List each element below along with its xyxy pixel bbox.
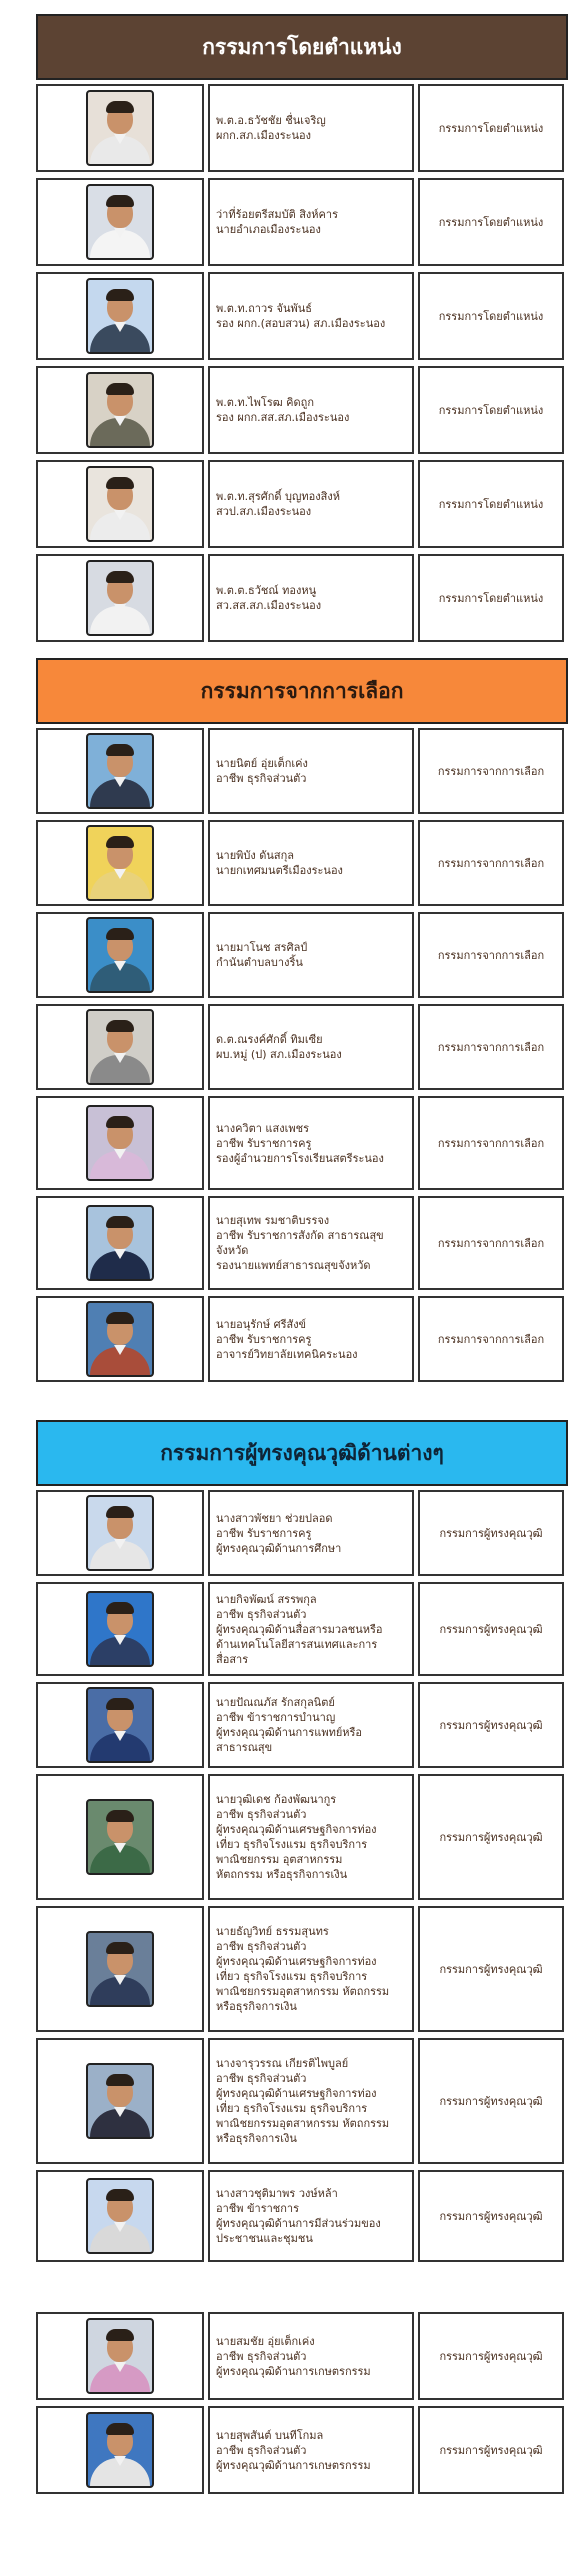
member-detail: เที่ยว ธุรกิจโรงแรม ธุรกิจบริการ xyxy=(216,2102,368,2115)
photo-cell xyxy=(36,2038,204,2164)
photo-cell xyxy=(36,1004,204,1090)
member-info xyxy=(208,1490,414,1576)
member-detail: นายอำเภอเมืองระนอง xyxy=(216,223,321,236)
member-name: นายนิตย์ อุ่ยเต็กเค่ง xyxy=(216,757,308,770)
member-photo xyxy=(86,1931,154,2007)
member-info xyxy=(208,2312,414,2400)
member-detail: สว.สส.สภ.เมืองระนอง xyxy=(216,599,322,612)
member-photo xyxy=(86,466,154,542)
member-detail: ผู้ทรงคุณวุฒิด้านเศรษฐกิจการท่อง xyxy=(216,2087,377,2100)
member-row xyxy=(36,1774,568,1900)
member-name: พ.ต.ท.สุรศักดิ์ บุญทองสิงห์ xyxy=(216,490,340,503)
member-detail: ประชาชนและชุมชน xyxy=(216,2232,313,2245)
member-row xyxy=(36,1196,568,1290)
member-name: นางควิตา แสงเพชร xyxy=(216,1121,309,1135)
member-row xyxy=(36,1906,568,2032)
member-photo xyxy=(86,1799,154,1875)
photo-cell xyxy=(36,2406,204,2494)
member-name: นายสุเทพ รมชาติบรรจง xyxy=(216,1214,330,1227)
member-info xyxy=(208,912,414,998)
member-name: พ.ต.ต.ธวัชณ์ ทองหนู xyxy=(216,584,317,597)
member-role: กรรมการโดยตำแหน่ง xyxy=(418,554,564,642)
member-detail: รองนายแพทย์สาธารณสุขจังหวัด xyxy=(216,1259,371,1272)
member-role: กรรมการผู้ทรงคุณวุฒิ xyxy=(418,1774,564,1900)
section-experts xyxy=(36,1420,568,2540)
photo-cell xyxy=(36,554,204,642)
member-detail: พาณิชยกรรมอุตสาหกรรม หัตถกรรม xyxy=(216,2117,390,2130)
member-detail: ผู้ทรงคุณวุฒิด้านการเกษตรกรรม xyxy=(216,2458,371,2472)
member-detail: เที่ยว ธุรกิจโรงแรม ธุรกิจบริการ xyxy=(216,1970,368,1983)
member-detail: หัตถกรรม หรือธุรกิจการเงิน xyxy=(216,1868,348,1881)
member-photo xyxy=(86,2063,154,2139)
member-info xyxy=(208,1774,414,1900)
member-detail: อาชีพ ธุรกิจส่วนตัว xyxy=(216,1940,307,1953)
member-detail: อาชีพ ธุรกิจส่วนตัว xyxy=(216,1808,307,1821)
member-row xyxy=(36,84,568,172)
member-info xyxy=(208,2038,414,2164)
section-title: กรรมการจากการเลือก xyxy=(36,658,568,724)
photo-cell xyxy=(36,1582,204,1676)
member-role: กรรมการผู้ทรงคุณวุฒิ xyxy=(418,1582,564,1676)
member-name: นายสุพสันต์ บนทีโกมล xyxy=(216,2428,324,2442)
photo-cell xyxy=(36,820,204,906)
member-photo xyxy=(86,1591,154,1667)
member-role: กรรมการโดยตำแหน่ง xyxy=(418,366,564,454)
member-name: นางสาวพัชยา ช่วยปลอด xyxy=(216,1511,333,1525)
member-info xyxy=(208,460,414,548)
member-detail: ผู้ทรงคุณวุฒิด้านการศึกษา xyxy=(216,1541,342,1555)
member-info xyxy=(208,1096,414,1190)
member-photo xyxy=(86,733,154,809)
member-detail: ด้านเทคโนโลยีสารสนเทศและการ xyxy=(216,1637,378,1651)
photo-cell xyxy=(36,460,204,548)
member-info xyxy=(208,820,414,906)
member-detail: อาชีพ ข้าราชการบำนาญ xyxy=(216,1711,336,1724)
member-detail: กำนันตำบลบางริ้น xyxy=(216,956,303,969)
member-photo xyxy=(86,1301,154,1377)
member-detail: อาชีพ ธุรกิจส่วนตัว xyxy=(216,1607,307,1621)
member-photo xyxy=(86,2318,154,2394)
member-name: นายธัญวิทย์ ธรรมสุนทร xyxy=(216,1925,329,1938)
member-role: กรรมการจากการเลือก xyxy=(418,912,564,998)
member-detail: นายกเทศมนตรีเมืองระนอง xyxy=(216,864,343,877)
member-info xyxy=(208,1196,414,1290)
photo-cell xyxy=(36,1196,204,1290)
member-photo xyxy=(86,90,154,166)
member-row xyxy=(36,460,568,548)
photo-cell xyxy=(36,1490,204,1576)
member-role: กรรมการโดยตำแหน่ง xyxy=(418,272,564,360)
member-role: กรรมการโดยตำแหน่ง xyxy=(418,460,564,548)
member-photo xyxy=(86,1205,154,1281)
member-detail: พาณิชยกรรม อุตสาหกรรม xyxy=(216,1853,343,1866)
member-name: นางจารุวรรณ เกียรติไพบูลย์ xyxy=(216,2057,349,2070)
member-row xyxy=(36,1582,568,1676)
member-detail: อาชีพ รับราชการสังกัด สาธารณสุข xyxy=(216,1229,384,1242)
member-info xyxy=(208,84,414,172)
member-photo xyxy=(86,1009,154,1085)
member-row xyxy=(36,1096,568,1190)
member-name: พ.ต.ท.ไพโรฒ คิดถูก xyxy=(216,396,314,409)
member-name: นายปัณณภัส รักสกุลนิตย์ xyxy=(216,1696,335,1709)
member-detail: ผู้ทรงคุณวุฒิด้านสื่อสารมวลชนหรือ xyxy=(216,1622,383,1636)
photo-cell xyxy=(36,84,204,172)
member-info xyxy=(208,728,414,814)
member-info xyxy=(208,1582,414,1676)
member-photo xyxy=(86,560,154,636)
member-role: กรรมการจากการเลือก xyxy=(418,1004,564,1090)
member-detail: สาธารณสุข xyxy=(216,1741,273,1754)
member-row xyxy=(36,1490,568,1576)
member-name: ด.ต.ณรงค์ศักดิ์ ทิมเซีย xyxy=(216,1033,323,1046)
member-detail: สื่อสาร xyxy=(216,1652,249,1666)
photo-cell xyxy=(36,1906,204,2032)
member-role: กรรมการผู้ทรงคุณวุฒิ xyxy=(418,1682,564,1768)
member-role: กรรมการผู้ทรงคุณวุฒิ xyxy=(418,2038,564,2164)
member-detail: สวป.สภ.เมืองระนอง xyxy=(216,505,312,518)
member-detail: อาชีพ ข้าราชการ xyxy=(216,2202,299,2215)
member-info xyxy=(208,1296,414,1382)
member-role: กรรมการจากการเลือก xyxy=(418,1096,564,1190)
member-role: กรรมการโดยตำแหน่ง xyxy=(418,178,564,266)
member-detail: จังหวัด xyxy=(216,1244,249,1257)
member-detail: อาชีพ รับราชการครู xyxy=(216,1136,312,1150)
member-row xyxy=(36,272,568,360)
member-row xyxy=(36,2170,568,2262)
member-detail: อาชีพ รับราชการครู xyxy=(216,1526,312,1540)
member-detail: อาชีพ รับราชการครู xyxy=(216,1332,312,1346)
member-detail: อาชีพ ธุรกิจส่วนตัว xyxy=(216,2443,307,2457)
member-role: กรรมการจากการเลือก xyxy=(418,1196,564,1290)
member-detail: ผู้ทรงคุณวุฒิด้านการแพทย์หรือ xyxy=(216,1726,363,1739)
member-info xyxy=(208,366,414,454)
photo-cell xyxy=(36,1682,204,1768)
member-row xyxy=(36,366,568,454)
member-detail: อาชีพ ธุรกิจส่วนตัว xyxy=(216,2072,307,2085)
member-row xyxy=(36,2312,568,2400)
member-detail: อาชีพ ธุรกิจส่วนตัว xyxy=(216,772,307,785)
photo-cell xyxy=(36,2312,204,2400)
member-role: กรรมการจากการเลือก xyxy=(418,1296,564,1382)
member-detail: ผู้ทรงคุณวุฒิด้านเศรษฐกิจการท่อง xyxy=(216,1955,377,1968)
member-detail: รองผู้อำนวยการโรงเรียนสตรีระนอง xyxy=(216,1151,384,1165)
member-detail: ผบ.หมู่ (ป) สภ.เมืองระนอง xyxy=(216,1048,342,1061)
member-detail: รอง ผกก.(สอบสวน) สภ.เมืองระนอง xyxy=(216,317,386,330)
member-info xyxy=(208,272,414,360)
member-photo xyxy=(86,917,154,993)
member-photo xyxy=(86,184,154,260)
member-info xyxy=(208,1906,414,2032)
member-detail: เที่ยว ธุรกิจโรงแรม ธุรกิจบริการ xyxy=(216,1838,368,1851)
member-role: กรรมการจากการเลือก xyxy=(418,728,564,814)
member-detail: รอง ผกก.สส.สภ.เมืองระนอง xyxy=(216,411,350,424)
member-detail: อาชีพ ธุรกิจส่วนตัว xyxy=(216,2349,307,2363)
member-info xyxy=(208,2170,414,2262)
photo-cell xyxy=(36,178,204,266)
member-name: นายอนุรักษ์ ศรีสังข์ xyxy=(216,1317,307,1331)
member-name: นายพิบัง ดันสกุล xyxy=(216,849,295,862)
member-info xyxy=(208,178,414,266)
member-detail: หรือธุรกิจการเงิน xyxy=(216,2132,297,2145)
member-name: พ.ต.ท.ถาวร จันพันธ์ xyxy=(216,302,313,315)
member-detail: ผู้ทรงคุณวุฒิด้านการมีส่วนร่วมของ xyxy=(216,2217,381,2230)
member-detail: ผกก.สภ.เมืองระนอง xyxy=(216,129,312,142)
member-detail: อาจารย์วิทยาลัยเทคนิคระนอง xyxy=(216,1347,358,1361)
member-row xyxy=(36,820,568,906)
member-detail: หรือธุรกิจการเงิน xyxy=(216,2000,297,2013)
section-title: กรรมการผู้ทรงคุณวุฒิด้านต่างๆ xyxy=(36,1420,568,1486)
photo-cell xyxy=(36,728,204,814)
member-detail: ผู้ทรงคุณวุฒิด้านเศรษฐกิจการท่อง xyxy=(216,1823,377,1836)
member-photo xyxy=(86,2178,154,2254)
member-role: กรรมการผู้ทรงคุณวุฒิ xyxy=(418,2170,564,2262)
member-photo xyxy=(86,1105,154,1181)
member-photo xyxy=(86,278,154,354)
photo-cell xyxy=(36,2170,204,2262)
member-detail: ผู้ทรงคุณวุฒิด้านการเกษตรกรรม xyxy=(216,2364,371,2378)
member-role: กรรมการผู้ทรงคุณวุฒิ xyxy=(418,1490,564,1576)
photo-cell xyxy=(36,366,204,454)
member-role: กรรมการผู้ทรงคุณวุฒิ xyxy=(418,2312,564,2400)
member-role: กรรมการผู้ทรงคุณวุฒิ xyxy=(418,2406,564,2494)
member-name: พ.ต.อ.ธวัชชัย ชื่นเจริญ xyxy=(216,114,326,127)
photo-cell xyxy=(36,912,204,998)
member-row xyxy=(36,1004,568,1090)
member-name: นางสาวชุติมาพร วงษ์หล้า xyxy=(216,2187,338,2200)
member-photo xyxy=(86,372,154,448)
section-title: กรรมการโดยตำแหน่ง xyxy=(36,14,568,80)
member-info xyxy=(208,1682,414,1768)
member-name: นายสมชัย อุ่ยเต็กเค่ง xyxy=(216,2334,315,2348)
photo-cell xyxy=(36,1096,204,1190)
photo-cell xyxy=(36,1296,204,1382)
member-detail: พาณิชยกรรมอุตสาหกรรม หัตถกรรม xyxy=(216,1985,390,1998)
member-row xyxy=(36,2406,568,2494)
member-info xyxy=(208,554,414,642)
member-row xyxy=(36,554,568,642)
member-row xyxy=(36,1682,568,1768)
member-role: กรรมการโดยตำแหน่ง xyxy=(418,84,564,172)
photo-cell xyxy=(36,1774,204,1900)
member-photo xyxy=(86,1687,154,1763)
member-info xyxy=(208,2406,414,2494)
member-info xyxy=(208,1004,414,1090)
section-ex-officio xyxy=(36,14,568,654)
member-name: นายวุฒิเดช ก้องพัฒนากูร xyxy=(216,1793,337,1806)
member-role: กรรมการจากการเลือก xyxy=(418,820,564,906)
member-row xyxy=(36,912,568,998)
member-row xyxy=(36,1296,568,1382)
member-photo xyxy=(86,1495,154,1571)
member-role: กรรมการผู้ทรงคุณวุฒิ xyxy=(418,1906,564,2032)
member-name: นายมาโนช สรศิลป์ xyxy=(216,941,308,954)
member-name: ว่าที่ร้อยตรีสมบัติ สิงห์คาร xyxy=(216,208,338,221)
member-photo xyxy=(86,2412,154,2488)
member-name: นายกิจพัฒน์ สรรพกุล xyxy=(216,1592,317,1606)
member-photo xyxy=(86,825,154,901)
member-row xyxy=(36,178,568,266)
member-row xyxy=(36,2038,568,2164)
photo-cell xyxy=(36,272,204,360)
member-row xyxy=(36,728,568,814)
section-elected xyxy=(36,658,568,1398)
